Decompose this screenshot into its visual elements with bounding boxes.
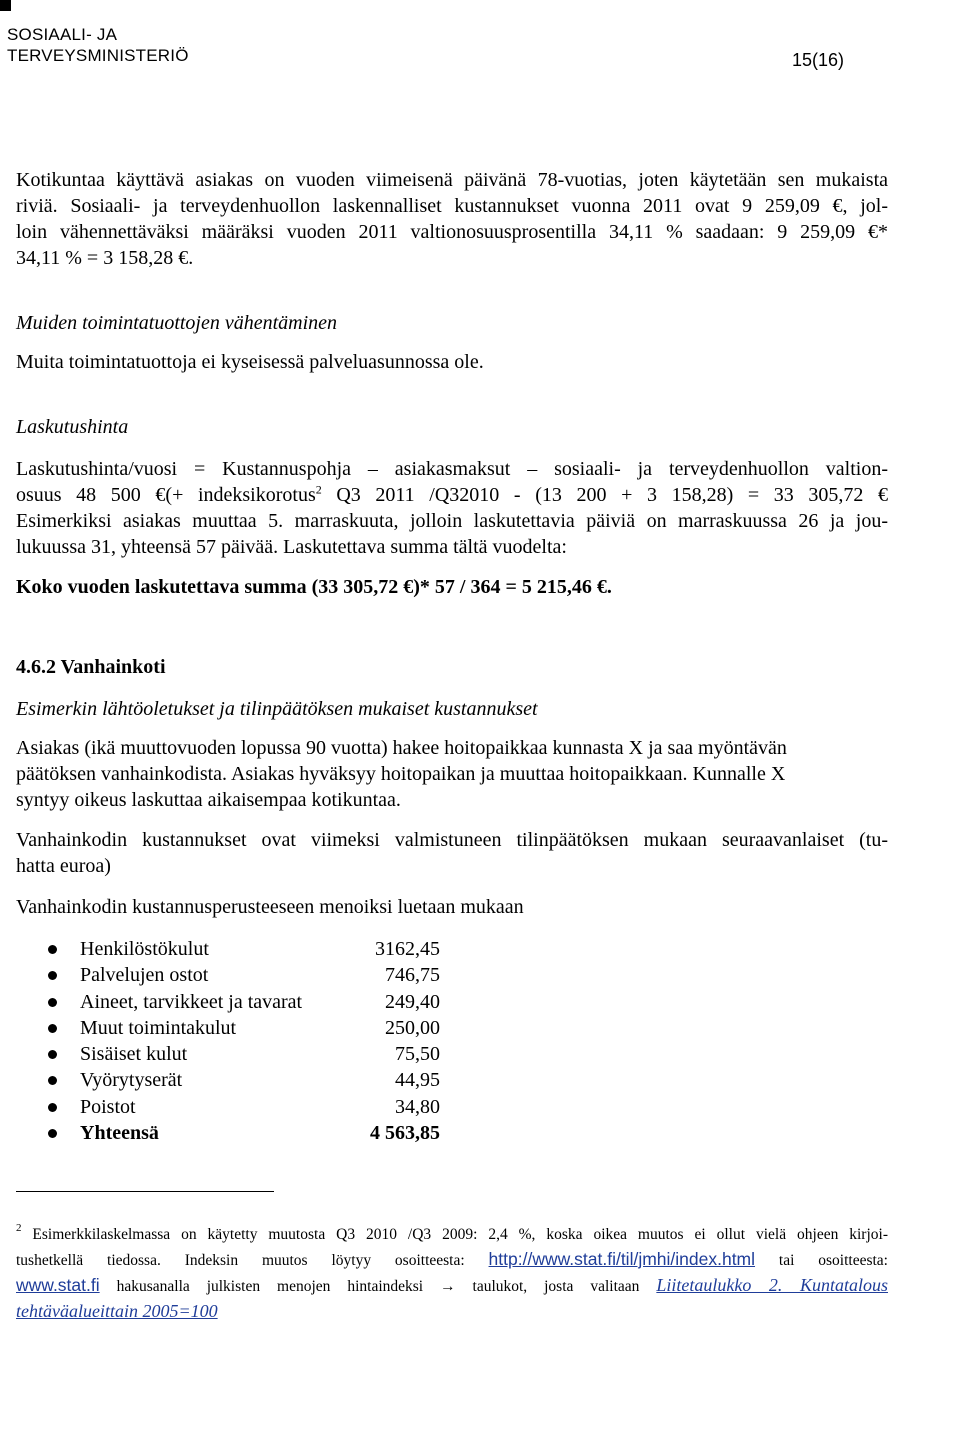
heading-other-income: Muiden toimintatuottojen vähentäminen [16,312,338,334]
paragraph-calculation [16,167,888,271]
footnote-text-1: Esimerkkilaskelmassa on käytetty muutosta Q3 2010 /Q3 2009: 2,4 %, koska oikea muutos ei ollut vielä ohjeen kirjoi- [21,1226,888,1243]
bullet-icon [48,971,57,980]
footnote-ref: 2 [315,482,322,497]
p1-line-3: loin vähennettäväksi määräksi vuoden 2011 valtionosuusprosentilla 34,11 % saadaan: 9 259,09 €* [16,221,888,243]
cost-label: Aineet, tarvikkeet ja tavarat [80,990,303,1013]
list-item [48,1041,468,1067]
client-line-2: päätöksen vanhainkodista. Asiakas hyväksyy hoitopaikan ja muuttaa hoitopaikkaan. Kunnalle X [16,763,786,785]
bullet-icon [48,1103,57,1112]
org-line-1: SOSIAALI- JA [7,25,118,44]
bullet-icon [48,945,57,954]
paragraph-costs [16,827,888,879]
bullet-icon [48,1024,57,1033]
cost-value: 34,80 [395,1095,440,1118]
stat-index-link[interactable]: http://www.stat.fi/til/jmhi/index.html [488,1249,756,1269]
cost-label: Yhteensä [80,1122,159,1145]
billing-line-4: lukuussa 31, yhteensä 57 päivää. Laskutettava summa tältä vuodelta: [16,536,567,558]
bullet-icon [48,1050,57,1059]
paragraph-client [16,735,888,813]
footnote-line-1 [16,1222,888,1247]
cost-label: Palvelujen ostot [80,964,209,987]
billing-total: Koko vuoden laskutettava summa (33 305,72 €)* 57 / 364 = 5 215,46 €. [16,576,612,598]
list-item [48,1067,468,1093]
appendix-table-link-cont[interactable]: tehtäväalueittain 2005=100 [16,1301,218,1321]
footnote [16,1222,888,1325]
footnote-mark: 2 [16,1222,22,1234]
p1-line-2: riviä. Sosiaali- ja terveydenhuollon laskennalliset kustannukset vuonna 2011 ovat 9 259,09 €, jol- [16,195,888,217]
cost-list [48,936,468,1146]
list-item [48,989,468,1015]
list-item-total [48,1120,468,1146]
heading-billing: Laskutushinta [16,416,129,438]
costs-line-2: hatta euroa) [16,855,111,877]
billing-line-1: Laskutushinta/vuosi = Kustannuspohja – asiakasmaksut – sosiaali- ja terveydenhuollon valtion- [16,458,888,480]
page-number: 15(16) [792,50,845,70]
cost-value: 3162,45 [375,938,440,960]
footnote-divider [16,1191,274,1192]
logo-mark [0,0,11,11]
costs-line-1: Vanhainkodin kustannukset ovat viimeksi valmistuneen tilinpäätöksen mukaan seuraavanlaiset (tu- [16,829,888,851]
client-line-3: syntyy oikeus laskuttaa aikaisempaa kotikuntaa. [16,789,401,811]
cost-label: Henkilöstökulut [80,938,209,960]
bullet-icon [48,998,57,1007]
organization-name [7,24,189,66]
cost-value: 249,40 [385,990,440,1013]
cost-value: 250,00 [385,1016,440,1039]
bullet-icon [48,1129,57,1138]
billing-line-2a: osuus 48 500 €(+ indeksikorotus [16,484,316,506]
cost-value: 4 563,85 [370,1122,440,1145]
subheading-assumptions: Esimerkin lähtöoletukset ja tilinpäätöksen mukaiset kustannukset [16,698,538,720]
cost-value: 75,50 [395,1043,440,1066]
client-line-1: Asiakas (ikä muuttovuoden lopussa 90 vuotta) hakee hoitopaikkaa kunnasta X ja saa myöntävän [16,737,787,759]
footnote-line-3 [16,1273,888,1299]
list-item [48,1094,468,1120]
billing-line-2b: Q3 2011 /Q32010 - (13 200 + 3 158,28) = 33 305,72 € [321,484,888,506]
cost-label: Poistot [80,1095,136,1118]
p1-line-4: 34,11 % = 3 158,28 €. [16,247,194,269]
billing-line-3: Esimerkiksi asiakas muuttaa 5. marraskuuta, jolloin laskutettavia päiviä on marraskuussa 26 ja jou- [16,510,888,532]
org-line-2: TERVEYSMINISTERIÖ [7,46,189,65]
footnote-text-2b: tai osoitteesta: [755,1252,888,1269]
footnote-line-4 [16,1299,888,1325]
p1-line-1: Kotikuntaa käyttävä asiakas on vuoden viimeisenä päivänä 78-vuotias, joten käytetään sen mukaista [16,169,888,191]
paragraph-billing [16,456,888,560]
cost-label: Muut toimintakulut [80,1016,237,1039]
footnote-text-3b: taulukot, josta valitaan [455,1278,657,1295]
billing-line-2 [16,482,888,508]
cost-value: 746,75 [385,964,440,987]
footnote-line-2 [16,1247,888,1273]
stat-home-link[interactable]: www.stat.fi [16,1275,100,1295]
bullet-icon [48,1076,57,1085]
arrow-right-icon: → [440,1278,456,1295]
section-title-nursing-home: 4.6.2 Vanhainkoti [16,656,166,678]
cost-label: Vyörytyserät [80,1069,183,1092]
text-other-income: Muita toimintatuottoja ei kyseisessä palveluasunnossa ole. [16,351,484,373]
list-item [48,962,468,988]
cost-value: 44,95 [395,1069,440,1092]
appendix-table-link[interactable]: Liitetaulukko 2. Kuntatalous [656,1275,888,1295]
cost-basis-intro: Vanhainkodin kustannusperusteeseen menoiksi luetaan mukaan [16,896,524,918]
footnote-text-3a: hakusanalla julkisten menojen hintaindeksi [99,1278,441,1295]
list-item [48,936,468,962]
list-item [48,1015,468,1041]
footnote-text-2a: tushetkellä tiedossa. Indeksin muutos löytyy osoitteesta: [16,1252,489,1269]
cost-label: Sisäiset kulut [80,1043,188,1066]
